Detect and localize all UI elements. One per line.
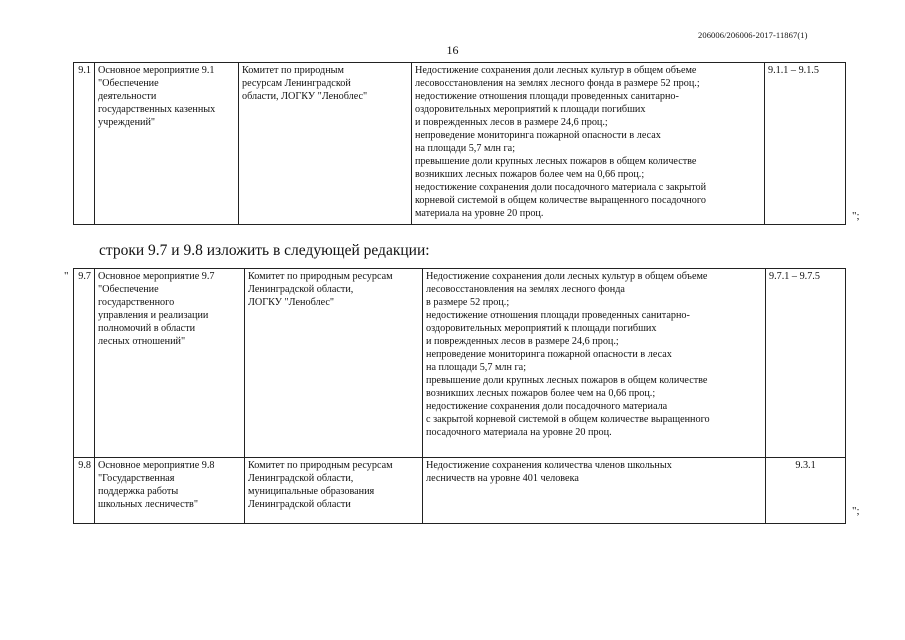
indicators-cell: 9.1.1 – 9.1.5 [765, 63, 846, 225]
consequence-line: превышение доли крупных лесных пожаров в общем количестве [415, 156, 697, 167]
consequence-line: недостижение сохранения доли посадочного материала [426, 401, 668, 412]
opening-quote: " [64, 270, 69, 282]
event-line: лесных отношений" [98, 336, 186, 347]
document-id: 206006/206006-2017-11867(1) [698, 30, 808, 40]
event-line: школьных лесничеств" [98, 499, 199, 510]
table-row [74, 63, 846, 225]
row-number: 9.1 [74, 63, 95, 225]
event-line: "Государственная [98, 473, 175, 484]
row-number: 9.8 [74, 458, 95, 524]
consequence-line: корневой системой в общем количестве выращенного посадочного [415, 195, 706, 206]
consequence-line: оздоровительных мероприятий к площади погибших [426, 323, 657, 334]
executor-cell [245, 458, 423, 524]
consequence-line: недостижение отношения площади проведенных санитарно- [426, 310, 690, 321]
page-number: 16 [446, 43, 459, 57]
executor-cell [239, 63, 412, 225]
consequence-line: материала на уровне 20 проц. [415, 208, 544, 219]
consequence-line: недостижение сохранения доли посадочного материала с закрытой [415, 182, 707, 193]
consequence-line: посадочного материала на уровне 20 проц. [426, 427, 612, 438]
consequence-line: Недостижение сохранения доли лесных культур в общем объеме [415, 65, 697, 76]
table-row [74, 269, 846, 458]
event-line: Основное мероприятие 9.8 [98, 460, 215, 471]
consequence-line: возникших лесных пожаров более чем на 0,66 проц.; [415, 169, 645, 180]
consequence-line: с закрытой корневой системой в общем количестве выращенного [426, 414, 710, 425]
consequence-line: непроведение мониторинга пожарной опасности в лесах [426, 349, 672, 360]
consequence-line: на площади 5,7 млн га; [415, 143, 516, 154]
consequence-cell [423, 458, 766, 524]
consequence-line: и поврежденных лесов в размере 24,6 проц.; [415, 117, 608, 128]
closing-quote: "; [852, 505, 860, 517]
instruction-text: строки 9.7 и 9.8 изложить в следующей редакции: [99, 242, 430, 259]
consequence-line: Недостижение сохранения доли лесных культур в общем объеме [426, 271, 708, 282]
executor-line: Ленинградской области, [248, 284, 354, 295]
consequence-line: и поврежденных лесов в размере 24,6 проц.; [426, 336, 619, 347]
executor-line: Комитет по природным ресурсам [248, 460, 393, 471]
table-rows-9-7-9-8 [73, 268, 846, 524]
event-line: управления и реализации [98, 310, 209, 321]
consequence-line: оздоровительных мероприятий к площади погибших [415, 104, 646, 115]
event-line: государственных казенных [98, 104, 216, 115]
event-line: полномочий в области [98, 323, 196, 334]
executor-line: Комитет по природным ресурсам [248, 271, 393, 282]
event-line: учреждений" [98, 117, 156, 128]
executor-line: муниципальные образования [248, 486, 375, 497]
event-line: Основное мероприятие 9.1 [98, 65, 215, 76]
executor-line: Комитет по природным [242, 65, 344, 76]
table-row-9-1 [73, 62, 846, 225]
executor-line: Ленинградской области, [248, 473, 354, 484]
closing-quote: "; [852, 210, 860, 222]
consequence-line: превышение доли крупных лесных пожаров в общем количестве [426, 375, 708, 386]
executor-line: области, ЛОГКУ "Леноблес" [242, 91, 368, 102]
consequence-cell [423, 269, 766, 458]
consequence-line: лесничеств на уровне 401 человека [426, 473, 579, 484]
executor-cell [245, 269, 423, 458]
executor-line: ресурсам Ленинградской [242, 78, 351, 89]
consequence-line: непроведение мониторинга пожарной опасности в лесах [415, 130, 661, 141]
consequence-line: возникших лесных пожаров более чем на 0,66 проц.; [426, 388, 656, 399]
row-number: 9.7 [74, 269, 95, 458]
executor-line: ЛОГКУ "Леноблес" [248, 297, 335, 308]
executor-line: Ленинградской области [248, 499, 351, 510]
consequence-line: лесовосстановления на землях лесного фонда в размере 52 проц.; [415, 78, 700, 89]
consequence-line: на площади 5,7 млн га; [426, 362, 527, 373]
event-cell [95, 458, 245, 524]
event-line: Основное мероприятие 9.7 [98, 271, 215, 282]
event-line: государственного [98, 297, 175, 308]
event-cell [95, 269, 245, 458]
event-line: деятельности [98, 91, 157, 102]
indicators-cell: 9.7.1 – 9.7.5 [766, 269, 846, 458]
consequence-line: недостижение отношения площади проведенных санитарно- [415, 91, 679, 102]
indicators-cell: 9.3.1 [766, 458, 846, 524]
event-cell [95, 63, 239, 225]
consequence-line: лесовосстановления на землях лесного фонда [426, 284, 625, 295]
consequence-cell [412, 63, 765, 225]
event-line: "Обеспечение [98, 78, 159, 89]
consequence-line: в размере 52 проц.; [426, 297, 510, 308]
event-line: "Обеспечение [98, 284, 159, 295]
consequence-line: Недостижение сохранения количества членов школьных [426, 460, 672, 471]
table-row [74, 458, 846, 524]
event-line: поддержка работы [98, 486, 179, 497]
